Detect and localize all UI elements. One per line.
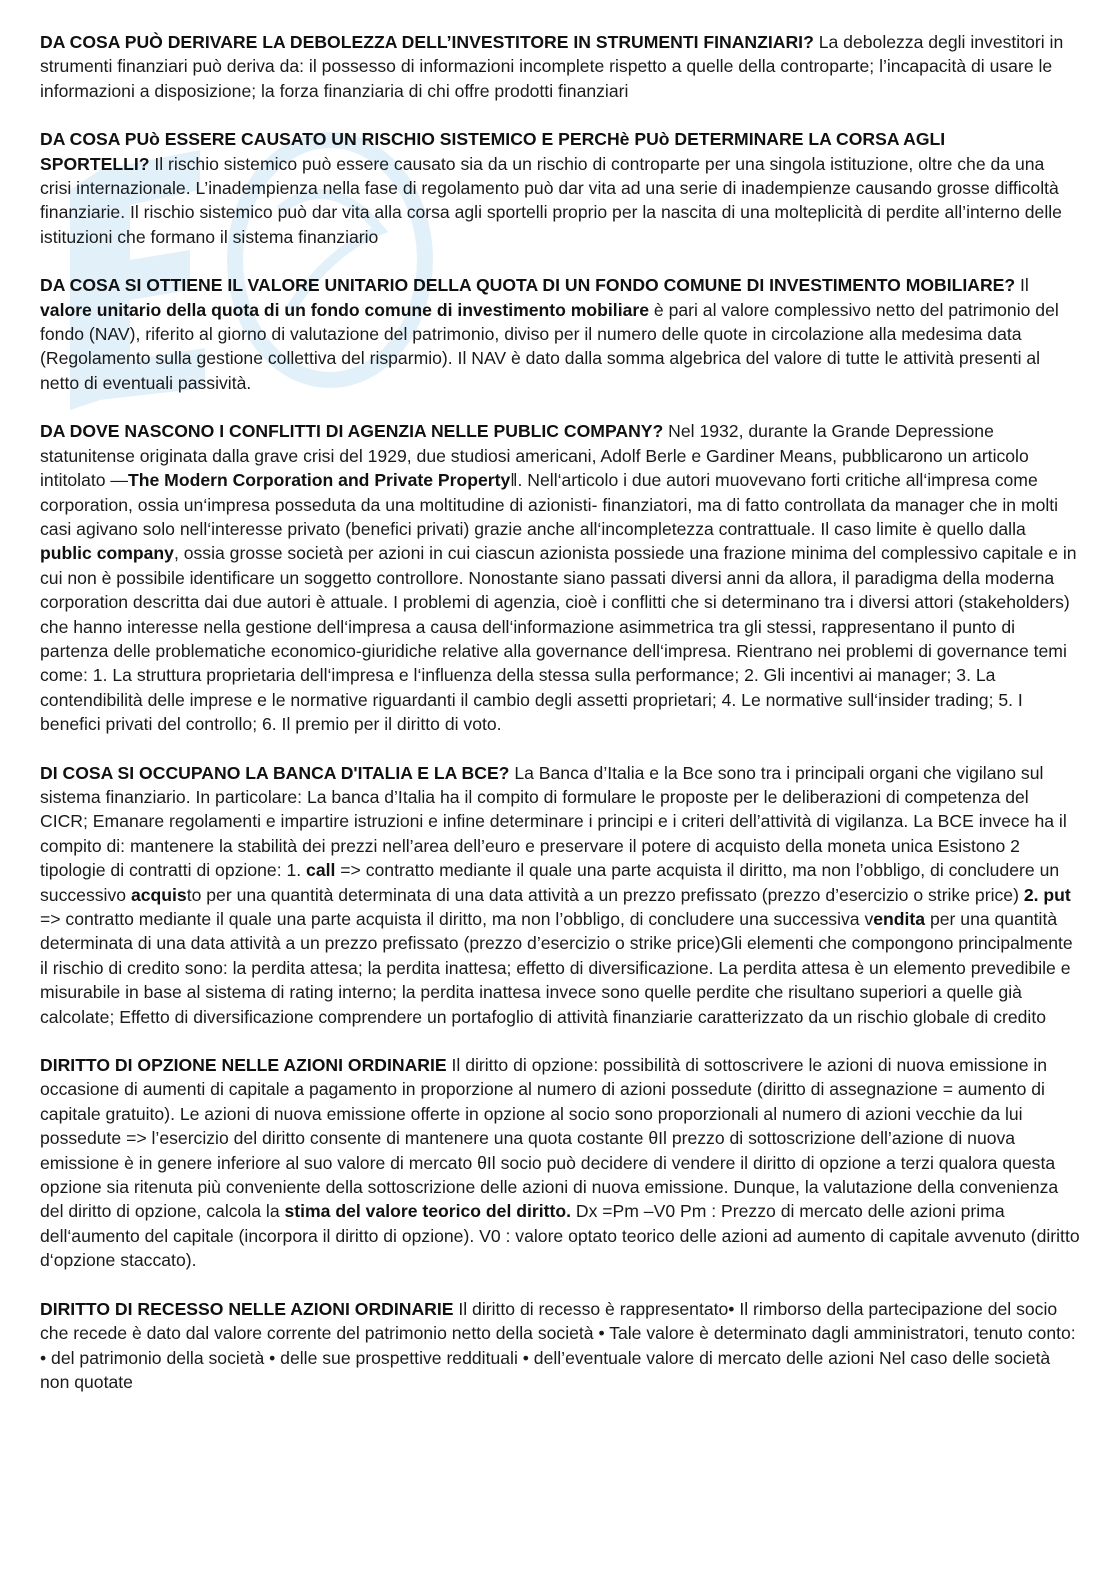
bold-term: acquis xyxy=(130,884,187,905)
section-debolezza-investitore xyxy=(40,30,1080,103)
answer-text: Il rischio sistemico può essere causato sia da un rischio di controparte per una singola istituzione, oltre che da una crisi internazionale. L’inadempienza nella fase di regolamento può dar vita ad una serie di inadempienze causando grosse difficoltà finanziarie. Il rischio sistemico può dar vita alla corsa agli sportelli proprio per la nascita di una molteplicità di perdite all’interno delle istituzioni che formano il sistema finanziario xyxy=(40,153,1062,247)
question-heading: DI COSA SI OCCUPANO LA BANCA D'ITALIA E LA BCE? xyxy=(40,762,510,783)
answer-text: => contratto mediante il quale una parte acquista il diritto, ma non l’obbligo, di concludere una successiva v xyxy=(40,909,874,929)
document-page xyxy=(40,30,1080,1418)
bold-term: public company xyxy=(40,543,174,564)
section-conflitti-agenzia xyxy=(40,419,1080,736)
bold-term: endita xyxy=(873,909,926,929)
bold-term: The Modern Corporation and Private Property xyxy=(128,470,511,491)
question-heading-continued: SPORTELLI? xyxy=(40,153,150,174)
bold-term: valore unitario della quota di un fondo comune di investimento mobiliare xyxy=(40,299,650,320)
question-heading: DIRITTO DI RECESSO NELLE AZIONI ORDINARIE xyxy=(40,1298,454,1319)
answer-text: Il diritto di opzione: possibilità di sottoscrivere le azioni di nuova emissione in occasione di aumenti di capitale a pagamento in proporzione al numero di azioni possedute (diritto di assegnazione = aumento di capitale gratuito). Le azioni di nuova emissione offerte in opzione al socio sono proporzionali al numero di azioni vecchie da lui possedute => l’esercizio del diritto consente di mantenere una quota costante θIl prezzo di sottoscrizione dell’azione di nuova emissione è in genere inferiore al suo valore di mercato θIl socio può decidere di vendere il diritto di opzione a terzi qualora questa opzione sia ritenuta più conveniente della sottoscrizione delle azioni di nuova emissione. Dunque, la valutazione della convenienza del diritto di opzione, calcola la xyxy=(40,1055,1059,1222)
answer-text: Dx =Pm –V0 Pm : Prezzo di mercato delle azioni prima dell‘aumento del capitale (incorpora il diritto di opzione). V0 : valore optato teorico delle azioni ad aumento di capitale avvenuto (diritto d‘opzione staccato). xyxy=(40,1201,1080,1271)
answer-text: per una quantità determinata di una data attività a un prezzo prefissato (prezzo d’esercizio o strike price)Gli elementi che compongono principalmente il rischio di credito sono: la perdita attesa; la perdita inattesa; effetto di diversificazione. La perdita attesa è un elemento prevedibile e misurabile in base al sistema di rating interno; la perdita inattesa invece sono quelle perdite che risultano superiori a quelle già calcolate; Effetto di diversificazione comprendere un portafoglio di attività finanziarie caratterizzato da un rischio globale di credito xyxy=(40,909,1073,1027)
answer-text: La Banca d’Italia e la Bce sono tra i principali organi che vigilano sul sistema finanziario. In particolare: La banca d’Italia ha il compito di formulare le proposte per le deliberazioni di competenza del CICR; Emanare regolamenti e impartire istruzioni e infine determinare i principi e i criteri dell’attività di vigilanza. La BCE invece ha il compito di: mantenere la stabilità dei prezzi nell’area dell’euro e preservare il potere di acquisto della moneta unica Esistono 2 tipologie di contratti di opzione: 1. xyxy=(40,762,1067,881)
section-rischio-sistemico xyxy=(40,127,1080,249)
answer-text: è pari al valore complessivo netto del patrimonio del fondo (NAV), riferito al giorno di valutazione del patrimonio, diviso per il numero delle quote in circolazione alla medesima data (Regolamento sulla gestione collettiva del risparmio). Il NAV è dato dalla somma algebrica del valore di tutte le attività presenti al netto di eventuali passività. xyxy=(40,299,1059,393)
answer-text: to per una quantità determinata di una data attività a un prezzo prefissato (prezzo d’esercizio o strike price) xyxy=(186,884,1024,905)
question-heading: DIRITTO DI OPZIONE NELLE AZIONI ORDINARIE xyxy=(40,1055,447,1076)
bold-term: stima del valore teorico del diritto. xyxy=(284,1201,571,1222)
answer-text: Nel 1932, durante la Grande Depressione statunitense originata dalla grave crisi del 1929, due studiosi americani, Adolf Berle e Gardiner Means, pubblicarono un articolo intitolato ― xyxy=(40,421,1029,491)
question-heading: DA COSA PUÒ DERIVARE LA DEBOLEZZA DELL’INVESTITORE IN STRUMENTI FINANZIARI? xyxy=(40,32,814,52)
section-valore-quota-fondo xyxy=(40,273,1080,395)
section-diritto-recesso xyxy=(40,1297,1080,1395)
answer-text: Il diritto di recesso è rappresentato• Il rimborso della partecipazione del socio che recede è dato dal valore corrente del patrimonio netto della società • Tale valore è determinato dagli amministratori, tenuto conto: • del patrimonio della società • delle sue prospettive reddituali • dell’eventuale valore di mercato delle azioni Nel caso delle società non quotate xyxy=(40,1298,1076,1392)
answer-text: => contratto mediante il quale una parte acquista il diritto, ma non l’obbligo, di concludere un successivo xyxy=(40,860,1060,905)
section-banca-italia-bce xyxy=(40,761,1080,1029)
question-heading: DA COSA SI OTTIENE IL VALORE UNITARIO DELLA QUOTA DI UN FONDO COMUNE DI INVESTIMENTO MOBILIARE? xyxy=(40,275,1016,296)
bold-term: call xyxy=(306,860,336,881)
bold-term: 2. put xyxy=(1023,884,1071,905)
question-heading: DA DOVE NASCONO I CONFLITTI DI AGENZIA NELLE PUBLIC COMPANY? xyxy=(40,421,664,442)
answer-text: Il xyxy=(1015,275,1029,296)
section-diritto-opzione xyxy=(40,1053,1080,1273)
answer-text: La debolezza degli investitori in strumenti finanziari può deriva da: il possesso di informazioni incomplete rispetto a quelle della controparte; l’incapacità di usare le informazioni a disposizione; la forza finanziaria di chi offre prodotti finanziari xyxy=(40,32,1064,101)
answer-text: ‖. Nell‘articolo i due autori muovevano forti critiche all‘impresa come corporation, ossia un‘impresa posseduta da una moltitudine di azionisti- finanziatori, ma di fatto controllata da manager che in molti casi agivano solo nell‘interesse privato (benefici privati) grazie anche all‘incompletezza contrattuale. Il caso limite è quello dalla xyxy=(40,470,1059,539)
answer-text: , ossia grosse società per azioni in cui ciascun azionista possiede una frazione minima del complessivo capitale e in cui non è possibile identificare un soggetto controllore. Nonostante siano passati diversi anni da allora, il paradigma della moderna corporation descritta dai due autori è attuale. I problemi di agenzia, cioè i conflitti che si determinano tra i diversi attori (stakeholders) che hanno interesse nella gestione dell‘impresa a causa dell‘informazione asimmetrica tra gli stessi, rappresentano il punto di partenza delle problematiche economico-giuridiche relative alla governance dell‘impresa. Rientrano nei problemi di governance temi come: 1. La struttura proprietaria dell‘impresa e l‘influenza della stessa sulla performance; 2. Gli incentivi ai manager; 3. La contendibilità delle imprese e le normative riguardanti il cambio degli assetti proprietari; 4. Le normative sull‘insider trading; 5. I benefici privati del controllo; 6. Il premio per il diritto di voto. xyxy=(40,543,1077,735)
question-heading: DA COSA PUò ESSERE CAUSATO UN RISCHIO SISTEMICO E PERCHè PUò DETERMINARE LA CORSA AGLI xyxy=(40,129,946,150)
